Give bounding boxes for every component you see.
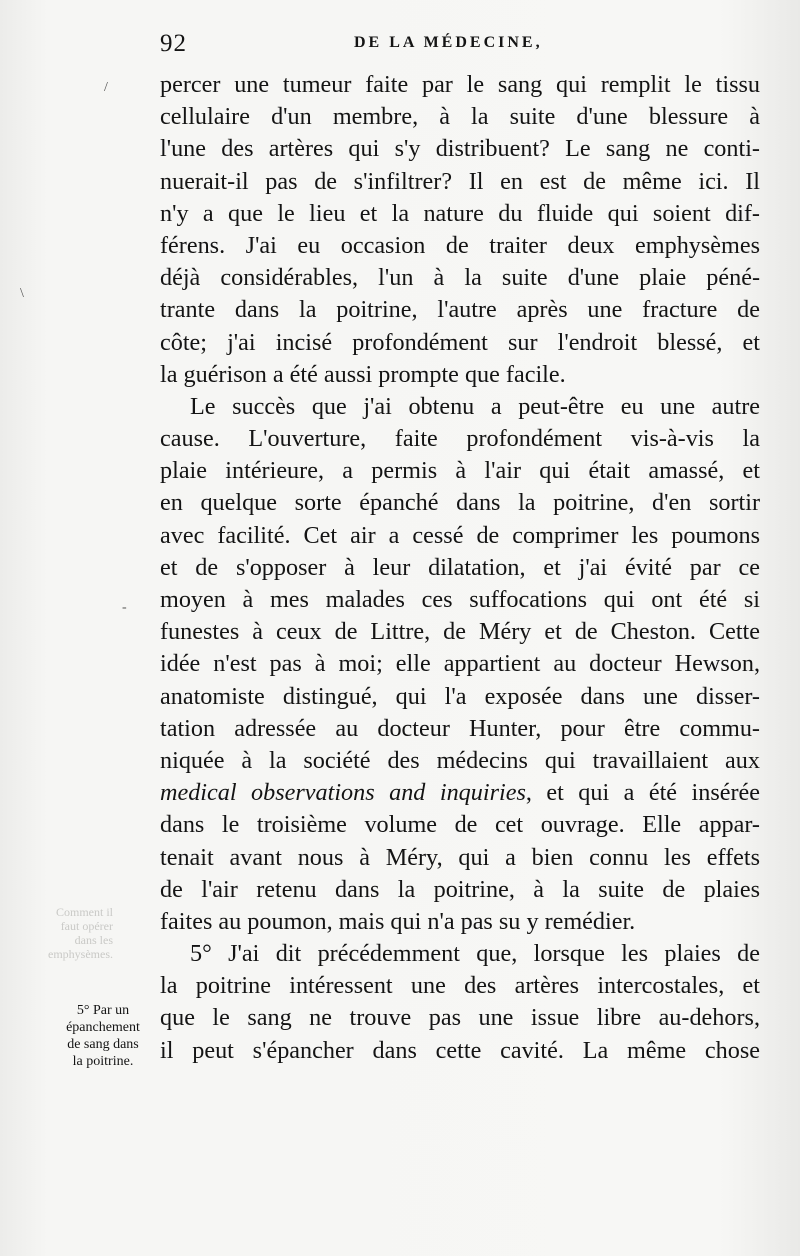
text-line: idée n'est pas à moi; elle appartient au docteur Hewson, bbox=[160, 650, 760, 678]
ink-mark: - bbox=[122, 600, 127, 615]
running-head: DE LA MÉDECINE, bbox=[354, 34, 543, 51]
text-line: côte; j'ai incisé profondément sur l'endroit blessé, et bbox=[160, 328, 760, 356]
text-line-italic bbox=[160, 777, 760, 809]
text-line: Le succès que j'ai obtenu a peut-être eu une autre bbox=[190, 392, 760, 420]
text-line: en quelque sorte épanché dans la poitrine, d'en sortir bbox=[160, 489, 760, 517]
margin-note-line: la poitrine. bbox=[72, 1054, 134, 1069]
paragraph-1 bbox=[160, 69, 760, 391]
text-line: l'une des artères qui s'y distribuent? Le sang ne conti- bbox=[160, 135, 760, 163]
margin-note-line: épanchement bbox=[66, 1020, 140, 1035]
text-line: et de s'opposer à leur dilatation, et j'ai évité par ce bbox=[160, 553, 760, 581]
bleed-through-line: dans les bbox=[74, 933, 113, 947]
text-line: nuerait-il pas de s'infiltrer? Il en est de même ici. Il bbox=[160, 167, 760, 195]
bleed-through-line: emphysèmes. bbox=[48, 947, 113, 961]
text-line: cause. L'ouverture, faite profondément vis-à-vis la bbox=[160, 425, 760, 453]
journal-title: medical observations and inquiries bbox=[160, 779, 526, 807]
text-line: niquée à la société des médecins qui travaillaient aux bbox=[160, 746, 760, 774]
page-number: 92 bbox=[160, 30, 187, 57]
text-line: de l'air retenu dans la poitrine, à la suite de plaies bbox=[160, 875, 760, 903]
text-line: la poitrine intéressent une des artères intercostales, et bbox=[160, 972, 760, 1000]
text-line: faites au poumon, mais qui n'a pas su y remédier. bbox=[160, 907, 636, 935]
paragraph-3 bbox=[160, 938, 760, 1067]
text-line: il peut s'épancher dans cette cavité. La même chose bbox=[160, 1036, 760, 1064]
text-line: cellulaire d'un membre, à la suite d'une blessure à bbox=[160, 103, 760, 131]
text-line: tation adressée au docteur Hunter, pour être commu- bbox=[160, 714, 760, 742]
ink-mark: / bbox=[104, 80, 108, 95]
text-line: dans le troisième volume de cet ouvrage. Elle appar- bbox=[160, 811, 760, 839]
ink-mark: \ bbox=[20, 286, 24, 301]
text-line: plaie intérieure, a permis à l'air qui était amassé, et bbox=[160, 457, 760, 485]
text-span: , et qui a été insérée bbox=[525, 779, 760, 807]
margin-note-line: de sang dans bbox=[67, 1037, 139, 1052]
page-header bbox=[160, 30, 760, 60]
bleed-through-note bbox=[48, 905, 113, 961]
body-text bbox=[160, 69, 760, 1067]
margin-note-line: 5° Par un bbox=[76, 1003, 130, 1018]
text-line: percer une tumeur faite par le sang qui remplit le tissu bbox=[160, 71, 760, 98]
text-line: funestes à ceux de Littre, de Méry et de Cheston. Cette bbox=[160, 618, 760, 646]
paragraph-2 bbox=[160, 391, 760, 938]
text-line: tenait avant nous à Méry, qui a bien connu les effets bbox=[160, 843, 760, 871]
text-line: que le sang ne trouve pas une issue libre au-dehors, bbox=[160, 1004, 760, 1032]
text-line: 5° J'ai dit précédemment que, lorsque les plaies de bbox=[190, 940, 760, 968]
text-line: avec facilité. Cet air a cessé de comprimer les poumons bbox=[160, 521, 760, 549]
margin-note bbox=[40, 1002, 166, 1070]
text-line: trante dans la poitrine, l'autre après une fracture de bbox=[160, 296, 760, 324]
text-line: la guérison a été aussi prompte que facile. bbox=[160, 360, 566, 388]
text-line: férens. J'ai eu occasion de traiter deux emphysèmes bbox=[160, 231, 760, 259]
text-line: anatomiste distingué, qui l'a exposée dans une disser- bbox=[160, 682, 760, 710]
text-line: n'y a que le lieu et la nature du fluide qui soient dif- bbox=[160, 199, 760, 227]
bleed-through-line: faut opérer bbox=[60, 919, 113, 933]
bleed-through-line: Comment il bbox=[56, 905, 113, 919]
text-line: moyen à mes malades ces suffocations qui ont été si bbox=[160, 586, 760, 613]
text-line: déjà considérables, l'un à la suite d'une plaie péné- bbox=[160, 264, 760, 292]
